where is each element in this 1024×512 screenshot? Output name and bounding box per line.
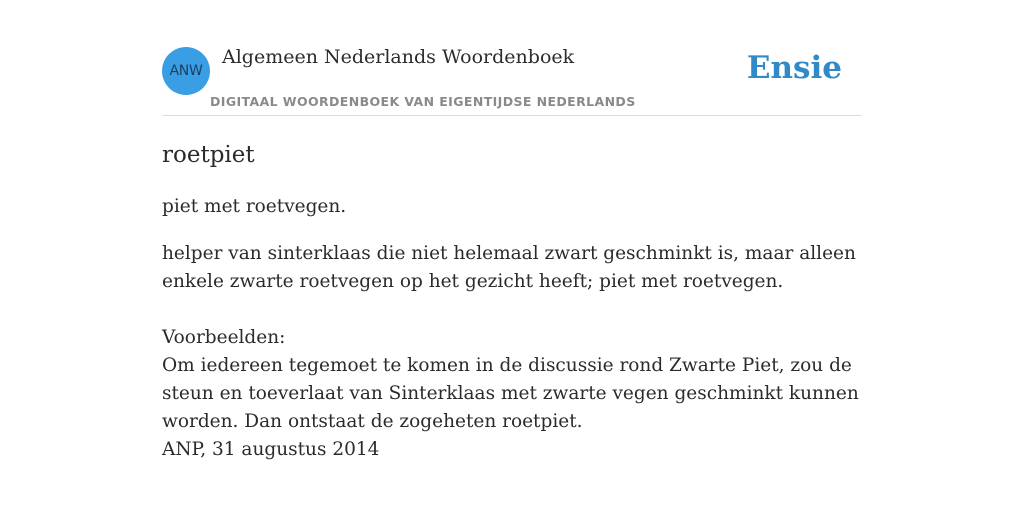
- site-header: [162, 40, 862, 116]
- logo-text: ANW: [169, 63, 203, 79]
- long-definition: helper van sinterklaas die niet helemaal zwart geschminkt is, maar alleen enkele zwarte roetvegen op het gezicht heeft; piet met roetvegen.: [162, 243, 856, 292]
- entry-title: roetpiet: [162, 142, 255, 168]
- short-definition: piet met roetvegen.: [162, 196, 347, 217]
- site-title[interactable]: Algemeen Nederlands Woordenboek: [222, 46, 575, 68]
- entry-card: [162, 40, 862, 464]
- site-subtitle: DIGITAAL WOORDENBOEK VAN EIGENTIJDSE NEDERLANDS: [210, 94, 636, 109]
- examples-section: [162, 324, 862, 464]
- anw-logo[interactable]: [162, 47, 210, 95]
- examples-label: Voorbeelden:: [162, 327, 286, 348]
- example-text: Om iedereen tegemoet te komen in de discussie rond Zwarte Piet, zou de steun en toeverlaat van Sinterklaas met zwarte vegen geschminkt kunnen worden. Dan ontstaat de zogeheten roetpiet.: [162, 355, 859, 432]
- example-source: ANP, 31 augustus 2014: [162, 439, 380, 460]
- brand-logo[interactable]: Ensie: [746, 50, 842, 86]
